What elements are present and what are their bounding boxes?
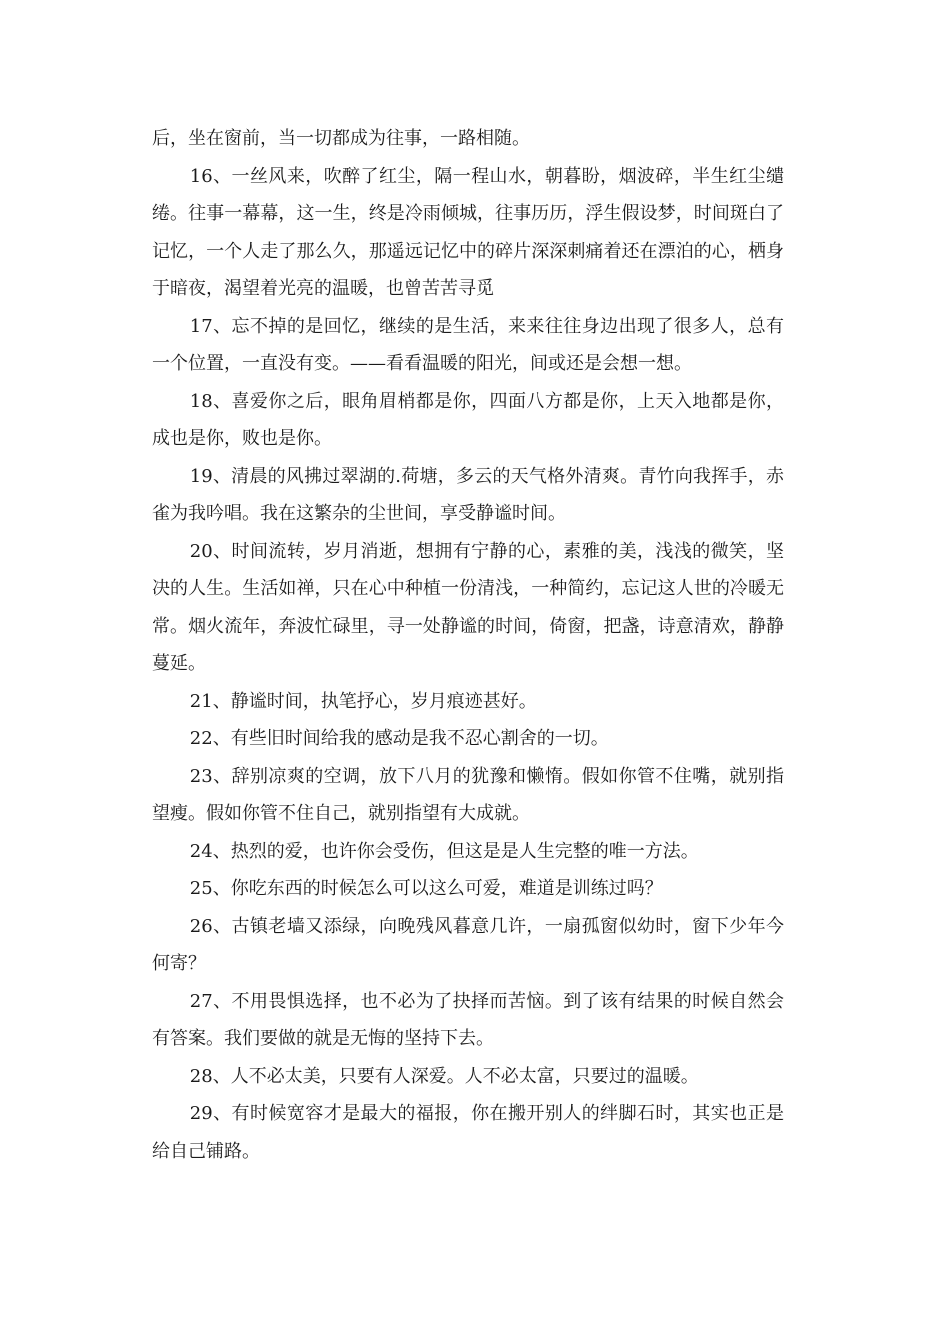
paragraph-25: 25、你吃东西的时候怎么可以这么可爱，难道是训练过吗？ (189, 878, 663, 899)
paragraph-21: 21、静谧时间，执笔抒心，岁月痕迹甚好。 (189, 690, 537, 712)
paragraph-28: 28、人不必太美，只要有人深爱。人不必太富，只要过的温暖。 (189, 1065, 699, 1087)
paragraph-20: 20、时间流转，岁月消逝，想拥有宁静的心，素雅的美，浅浅的微笑，坚决的人生。生活如禅，只在心中种植一份清浅，一种简约，忘记这人世的冷暖无常。烟火流年，奔波忙碌里，寻一处静谧的时间，倚窗，把盏，诗意清欢，静静蔓延。 (152, 540, 784, 674)
paragraph-24: 24、热烈的爱，也许你会受伤，但这是是人生完整的唯一方法。 (189, 840, 699, 862)
paragraph-continuation: 后，坐在窗前，当一切都成为往事，一路相随。 (152, 128, 530, 149)
paragraph-16: 16、一丝风来，吹醉了红尘，隔一程山水，朝暮盼，烟波碎，半生红尘缱绻。往事一幕幕，这一生，终是冷雨倾城，往事历历，浮生假设梦，时间斑白了记忆，一个人走了那么久，那遥远记忆中的碎片深深刺痛着还在漂泊的心，栖身于暗夜，渴望着光亮的温暖，也曾苦苦寻觅 (152, 165, 784, 299)
document-body (152, 120, 784, 1170)
paragraph-26: 26、古镇老墙又添绿，向晚残风暮意几许，一扇孤窗似幼时，窗下少年今何寄？ (152, 915, 784, 974)
paragraph-29: 29、有时候宽容才是最大的福报，你在搬开别人的绊脚石时，其实也正是给自己铺路。 (152, 1103, 784, 1162)
paragraph-22: 22、有些旧时间给我的感动是我不忍心割舍的一切。 (189, 728, 609, 749)
paragraph-18: 18、喜爱你之后，眼角眉梢都是你，四面八方都是你，上天入地都是你，成也是你，败也是你。 (152, 390, 784, 449)
paragraph-19: 19、清晨的风拂过翠湖的.荷塘，多云的天气格外清爽。青竹向我挥手，赤雀为我吟唱。我在这繁杂的尘世间，享受静谧时间。 (152, 465, 784, 524)
paragraph-17: 17、忘不掉的是回忆，继续的是生活，来来往往身边出现了很多人，总有一个位置，一直没有变。——看看温暖的阳光，间或还是会想一想。 (152, 315, 784, 374)
paragraph-23: 23、辞别凉爽的空调，放下八月的犹豫和懒惰。假如你管不住嘴，就别指望瘦。假如你管不住自己，就别指望有大成就。 (152, 765, 784, 824)
paragraph-27: 27、不用畏惧选择，也不必为了抉择而苦恼。到了该有结果的时候自然会有答案。我们要做的就是无悔的坚持下去。 (152, 990, 784, 1049)
